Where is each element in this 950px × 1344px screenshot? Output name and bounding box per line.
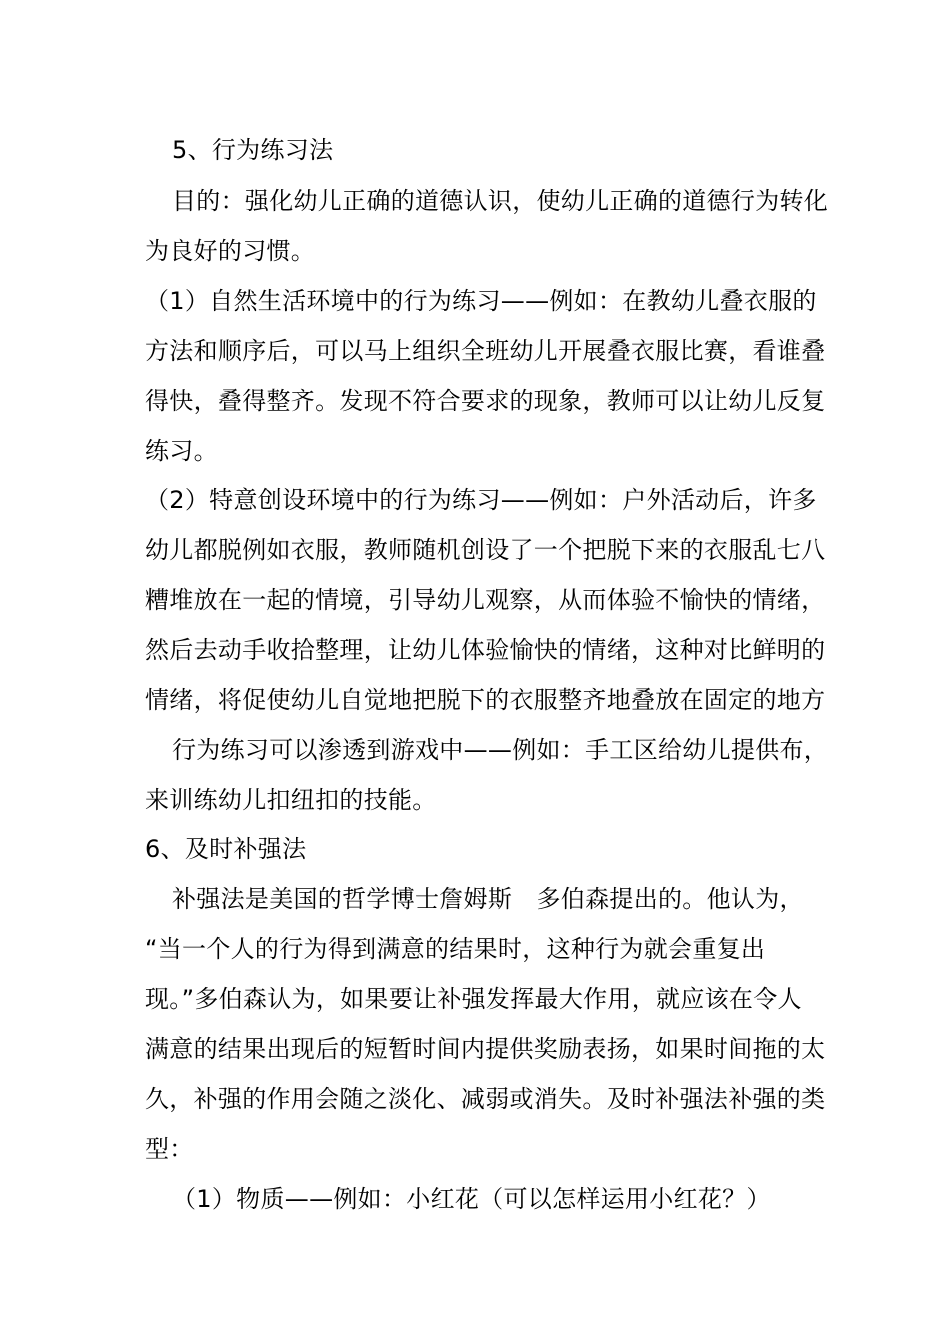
section-heading-behavior-practice: 5、行为练习法 [172,136,334,164]
paragraph-line: 补强法是美国的哲学博士詹姆斯 多伯森提出的。他认为， [172,885,804,913]
paragraph-line: 糟堆放在一起的情境，引导幼儿观察，从而体验不愉快的情绪， [145,586,826,614]
paragraph-line: 现。”多伯森认为，如果要让补强发挥最大作用，就应该在令人 [145,985,802,1013]
paragraph-line: 情绪，将促使幼儿自觉地把脱下的衣服整齐地叠放在固定的地方 [145,686,826,714]
paragraph-line: 为良好的习惯。 [145,237,316,265]
paragraph-line: 满意的结果出现后的短暂时间内提供奖励表扬，如果时间拖的太 [145,1035,826,1063]
paragraph-line: 久，补强的作用会随之淡化、减弱或消失。及时补强法补强的类 [145,1085,826,1113]
paragraph-line: 得快，叠得整齐。发现不符合要求的现象，教师可以让幼儿反复 [145,387,826,415]
section-heading-timely-reinforcement: 6、及时补强法 [145,835,307,863]
paragraph-line: （2）特意创设环境中的行为练习——例如：户外活动后，许多 [145,486,817,514]
paragraph-line: 练习。 [145,437,218,465]
paragraph-line: 来训练幼儿扣纽扣的技能。 [145,786,437,814]
paragraph-line: 方法和顺序后，可以马上组织全班幼儿开展叠衣服比赛，看谁叠 [145,337,826,365]
paragraph-line: 型： [145,1135,194,1163]
paragraph-line: “当一个人的行为得到满意的结果时，这种行为就会重复出 [145,935,766,963]
paragraph-line: 行为练习可以渗透到游戏中——例如：手工区给幼儿提供布， [172,736,829,764]
paragraph-line: 幼儿都脱例如衣服，教师随机创设了一个把脱下来的衣服乱七八 [145,536,826,564]
paragraph-line: （1）物质——例如：小红花（可以怎样运用小红花？） [172,1185,771,1213]
paragraph-line: 目的：强化幼儿正确的道德认识，使幼儿正确的道德行为转化 [172,187,829,215]
paragraph-line: 然后去动手收拾整理，让幼儿体验愉快的情绪，这种对比鲜明的 [145,636,826,664]
paragraph-line: （1）自然生活环境中的行为练习——例如：在教幼儿叠衣服的 [145,287,817,315]
